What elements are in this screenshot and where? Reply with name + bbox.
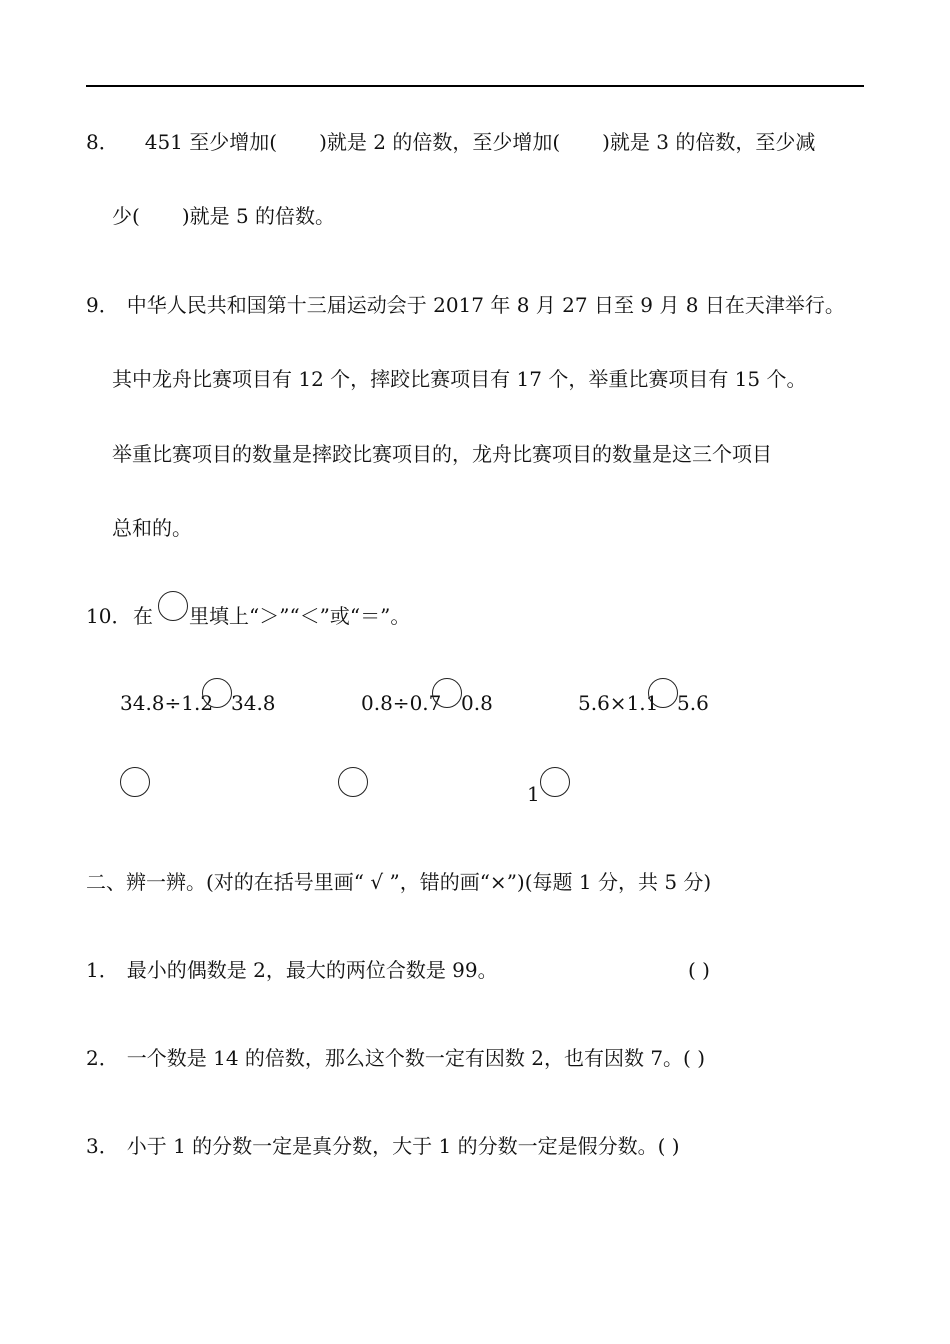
judge-item-1: [86, 958, 498, 982]
judge-item-3: [86, 1134, 680, 1158]
q10-answer-circle-1[interactable]: [202, 678, 232, 708]
header-rule: [86, 85, 864, 87]
q10-item3-right: 5.6: [677, 691, 709, 715]
judge-3-number: 3．: [86, 1134, 119, 1158]
q10-instruction-circle: [158, 591, 188, 621]
q8-line-1: [86, 130, 815, 154]
q8-text-c: )就是 3 的倍数，至少减: [602, 130, 816, 154]
q9-line-2: 其中龙舟比赛项目有 12 个，摔跤比赛项目有 17 个，举重比赛项目有 15 个。: [112, 367, 807, 391]
q8-number: 8．: [86, 130, 119, 154]
section2-title: 二、辨一辨。(对的在括号里画“ √ ”，错的画“×”)(每题 1 分，共 5 分): [86, 870, 712, 894]
q9-line-3: 举重比赛项目的数量是摔跤比赛项目的，龙舟比赛项目的数量是这三个项目: [112, 442, 772, 466]
q8-text-a: 451 至少增加(: [144, 130, 278, 154]
q10-item3-left: 5.6×1.1: [578, 691, 659, 715]
q9-line-1: [86, 293, 845, 317]
q10-answer-circle-4[interactable]: [120, 767, 150, 797]
q10-answer-circle-3[interactable]: [648, 678, 678, 708]
q10-suffix: 里填上“＞”“＜”或“＝”。: [189, 604, 411, 628]
q10-item2-left: 0.8÷0.7: [361, 691, 442, 715]
q8-text-d: 少(: [112, 204, 140, 228]
judge-3-text: 小于 1 的分数一定是真分数，大于 1 的分数一定是假分数。( ): [126, 1134, 680, 1158]
judge-2-text: 一个数是 14 的倍数，那么这个数一定有因数 2，也有因数 7。( ): [126, 1046, 706, 1070]
q9-text-1: 中华人民共和国第十三届运动会于 2017 年 8 月 27 日至 9 月 8 日在天津举行。: [126, 293, 845, 317]
q9-line-4: 总和的。: [112, 516, 192, 540]
q8-text-b: )就是 2 的倍数，至少增加(: [319, 130, 561, 154]
q10-prefix: 在: [133, 604, 153, 628]
judge-1-number: 1．: [86, 958, 119, 982]
q10-number: 10．: [86, 604, 132, 628]
q8-text-e: )就是 5 的倍数。: [181, 204, 336, 228]
q8-line-2: [112, 204, 335, 228]
q10-item1-right: 34.8: [231, 691, 276, 715]
q10-item2-right: 0.8: [461, 691, 493, 715]
judge-item-2: [86, 1046, 705, 1070]
q10-answer-circle-2[interactable]: [432, 678, 462, 708]
q10-answer-circle-5[interactable]: [338, 767, 368, 797]
q10-answer-circle-6[interactable]: [540, 767, 570, 797]
q10-item1-left: 34.8÷1.2: [120, 691, 214, 715]
judge-1-text: 最小的偶数是 2，最大的两位合数是 99。: [126, 958, 498, 982]
judge-1-answer-bracket[interactable]: ( ): [688, 958, 710, 982]
q9-number: 9．: [86, 293, 119, 317]
q10-row2-item3-left: 1: [527, 782, 540, 806]
judge-2-number: 2．: [86, 1046, 119, 1070]
